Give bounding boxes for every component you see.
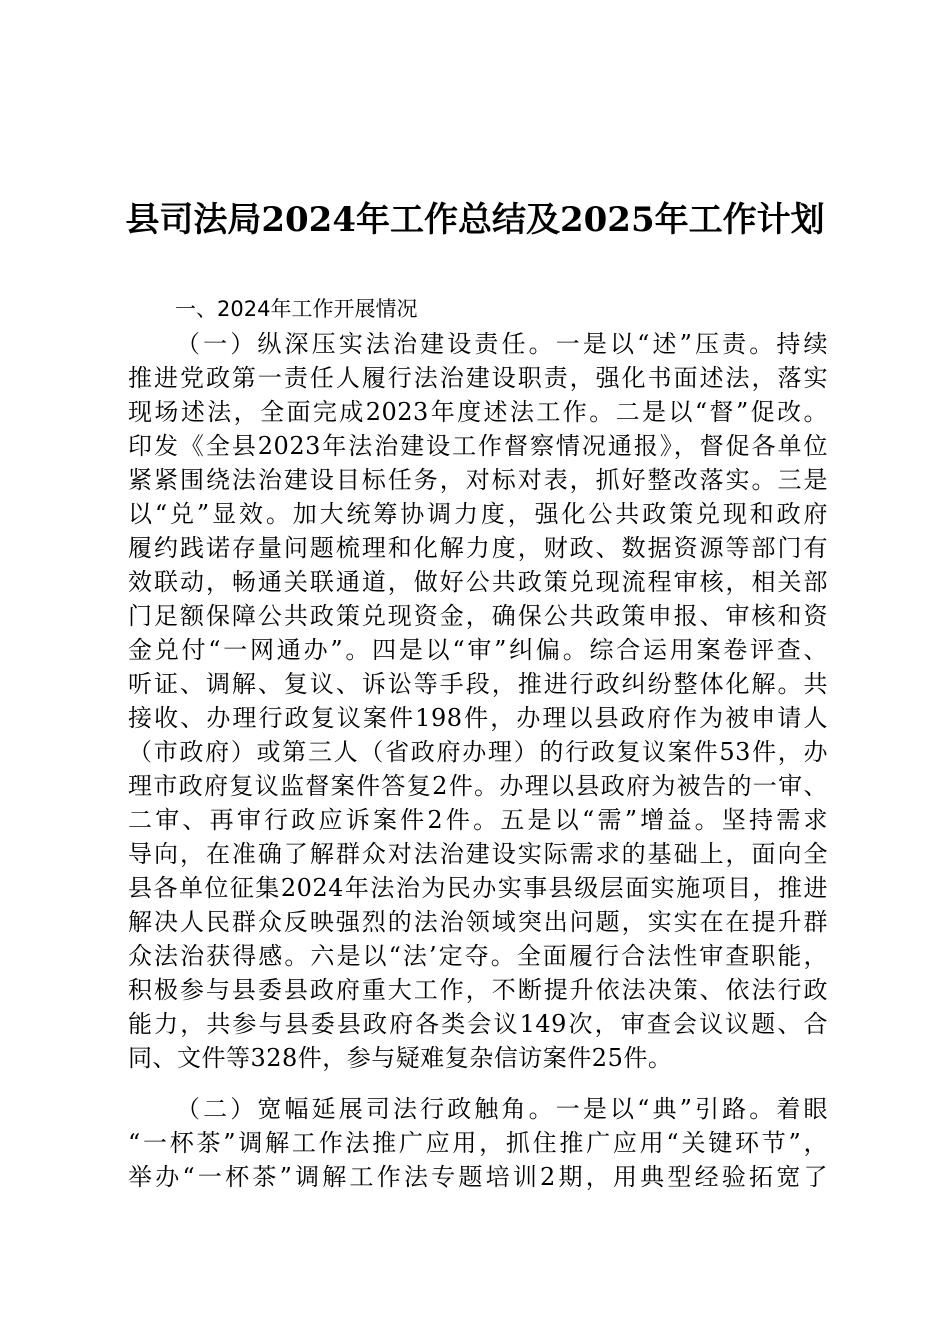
paragraph-line: 导向，在准确了解群众对法治建设实际需求的基础上，面向全 <box>128 840 828 868</box>
paragraph-line: （二）宽幅延展司法行政触角。一是以“典”引路。着眼 <box>176 1095 828 1123</box>
paragraph-line: 印发《全县2023年法治建设工作督察情况通报》，督促各单位 <box>128 432 828 460</box>
paragraph-line: （市政府）或第三人（省政府办理）的行政复议案件53件，办 <box>128 738 828 766</box>
paragraph-line: （一）纵深压实法治建设责任。一是以“述”压责。持续 <box>176 330 828 358</box>
paragraph-line: 举办“一杯茶”调解工作法专题培训2期，用典型经验拓宽了 <box>128 1163 828 1191</box>
section-heading: 一、2024年工作开展情况 <box>175 297 418 321</box>
document-title: 县司法局2024年工作总结及2025年工作计划 <box>125 200 825 240</box>
paragraph-line: 解决人民群众反映强烈的法治领域突出问题，实实在在提升群 <box>128 908 828 936</box>
paragraph-line: 理市政府复议监督案件答复2件。办理以县政府为被告的一审、 <box>128 772 828 800</box>
paragraph-line: 接收、办理行政复议案件198件，办理以县政府作为被申请人 <box>128 704 828 732</box>
paragraph-line: 二审、再审行政应诉案件2件。五是以“需”增益。坚持需求 <box>128 806 828 834</box>
paragraph-1 <box>128 327 828 1075</box>
paragraph-line: 听证、调解、复议、诉讼等手段，推进行政纠纷整体化解。共 <box>128 670 828 698</box>
paragraph-line: 同、文件等328件，参与疑难复杂信访案件25件。 <box>128 1044 673 1072</box>
paragraph-line: 紧紧围绕法治建设目标任务，对标对表，抓好整改落实。三是 <box>128 466 828 494</box>
paragraph-line: 众法治获得感。六是以“法’定夺。全面履行合法性审查职能， <box>128 942 828 970</box>
paragraph-line: 积极参与县委县政府重大工作，不断提升依法决策、依法行政 <box>128 976 828 1004</box>
paragraph-line: 履约践诺存量问题梳理和化解力度，财政、数据资源等部门有 <box>128 534 828 562</box>
paragraph-line: 以“兑”显效。加大统筹协调力度，强化公共政策兑现和政府 <box>128 500 828 528</box>
paragraph-line: 门足额保障公共政策兑现资金，确保公共政策申报、审核和资 <box>128 602 828 630</box>
paragraph-line: 效联动，畅通关联通道，做好公共政策兑现流程审核，相关部 <box>128 568 828 596</box>
paragraph-2 <box>128 1092 828 1194</box>
paragraph-line: 推进党政第一责任人履行法治建设职责，强化书面述法，落实 <box>128 364 828 392</box>
paragraph-line: 现场述法，全面完成2023年度述法工作。二是以“督”促改。 <box>128 398 828 426</box>
paragraph-line: 县各单位征集2024年法治为民办实事县级层面实施项目，推进 <box>128 874 828 902</box>
paragraph-line: “一杯茶”调解工作法推广应用，抓住推广应用“关键环节”， <box>128 1129 828 1157</box>
paragraph-line: 金兑付“一网通办”。四是以“审”纠偏。综合运用案卷评查、 <box>128 636 828 664</box>
paragraph-line: 能力，共参与县委县政府各类会议149次，审查会议议题、合 <box>128 1010 828 1038</box>
